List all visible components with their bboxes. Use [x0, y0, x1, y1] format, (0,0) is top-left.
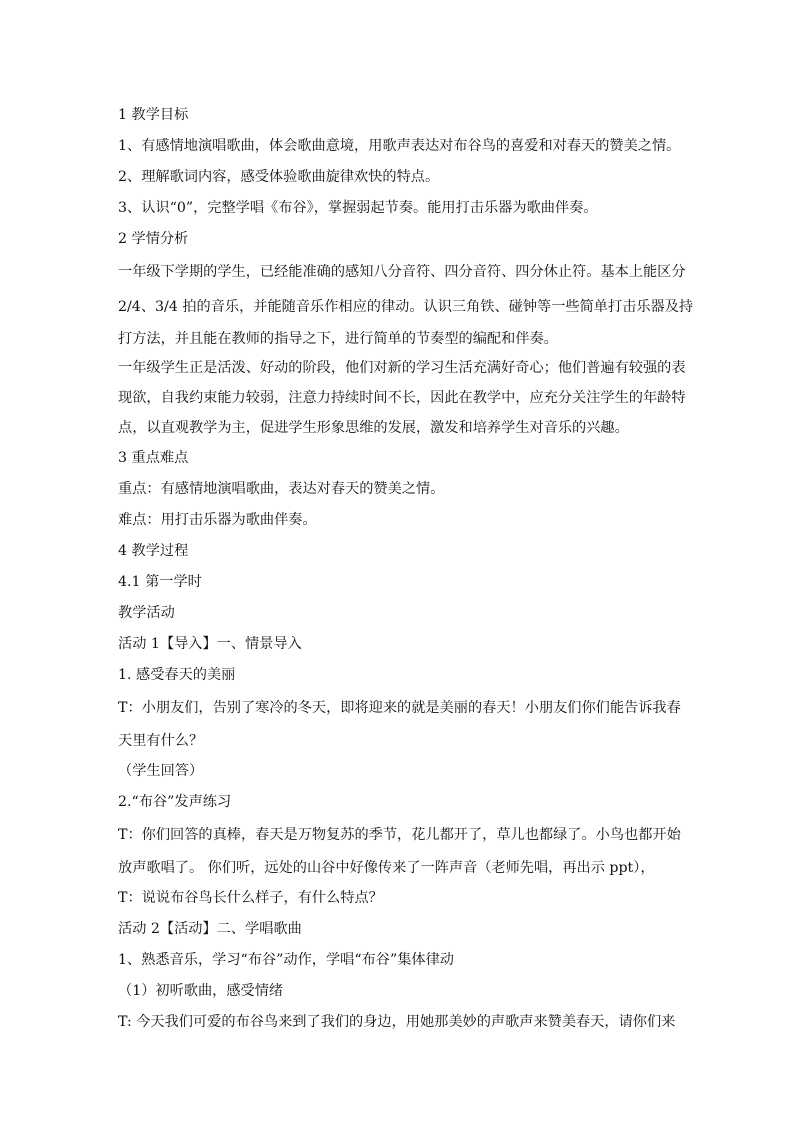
goal-item-2: 2、理解歌词内容，感受体验歌曲旋律欢快的特点。 — [118, 169, 440, 185]
section-heading-student-analysis: 2 学情分析 — [118, 231, 189, 247]
analysis-line-4: 一年级学生正是活泼、好动的阶段，他们对新的学习生活充满好奇心；他们普遍有较强的表 — [118, 360, 686, 376]
activity-1-step-2: 2.“布谷”发声练习 — [118, 794, 232, 810]
dialogue-line-1: T：小朋友们，告别了寒冷的冬天，即将迎来的就是美丽的春天！小朋友们你们能告诉我春 — [118, 700, 681, 716]
dialogue-line-3: T：你们回答的真棒，春天是万物复苏的季节，花儿都开了，草儿也都绿了。小鸟也都开始 — [118, 827, 681, 843]
goal-item-1: 1、有感情地演唱歌曲，体会歌曲意境，用歌声表达对布谷鸟的喜爱和对春天的赞美之情。 — [118, 138, 681, 154]
student-answer-note: （学生回答） — [118, 763, 204, 779]
activity-2-heading: 活动 2【活动】二、学唱歌曲 — [118, 921, 302, 937]
teaching-activities-label: 教学活动 — [118, 605, 175, 621]
subsection-first-lesson: 4.1 第一学时 — [118, 574, 202, 590]
activity-2-step-1: 1、熟悉音乐，学习“布谷”动作，学唱“布谷”集体律动 — [118, 952, 454, 968]
dialogue-line-6: T: 今天我们可爱的布谷鸟来到了我们的身边，用她那美妙的声歌声来赞美春天，请你们来 — [118, 1014, 676, 1030]
document-body — [118, 100, 694, 1038]
difficult-point: 难点：用打击乐器为歌曲伴奏。 — [118, 512, 317, 528]
activity-1-step-1: 1. 感受春天的美丽 — [118, 667, 236, 683]
activity-2-substep-1: （1）初听歌曲，感受情绪 — [118, 983, 284, 999]
goal-item-3: 3、认识“0”，完整学唱《布谷》，掌握弱起节奏。能用打击乐器为歌曲伴奏。 — [118, 200, 598, 216]
analysis-line-1: 一年级下学期的学生，已经能准确的感知八分音符、四分音符、四分休止符。基本上能区分 — [118, 264, 686, 280]
analysis-line-6: 点，以直观教学为主，促进学生形象思维的发展，激发和培养学生对音乐的兴趣。 — [118, 420, 629, 436]
dialogue-line-5: T：说说布谷鸟长什么样子，有什么特点？ — [118, 890, 383, 906]
activity-1-heading: 活动 1【导入】一、情景导入 — [118, 636, 302, 652]
dialogue-line-2: 天里有什么？ — [118, 733, 204, 749]
analysis-line-5: 现欲，自我约束能力较弱，注意力持续时间不长，因此在教学中，应充分关注学生的年龄特 — [118, 390, 686, 406]
section-heading-key-points: 3 重点难点 — [118, 450, 189, 466]
analysis-line-2: 2/4、3/4 拍的音乐，并能随音乐作相应的律动。认识三角铁、碰钟等一些简单打击乐器及持 — [118, 299, 694, 315]
analysis-line-3: 打方法，并且能在教师的指导之下，进行简单的节奏型的编配和伴奏。 — [118, 331, 558, 347]
section-heading-teaching-process: 4 教学过程 — [118, 543, 189, 559]
section-heading-teaching-goals: 1 教学目标 — [118, 107, 189, 123]
dialogue-line-4: 放声歌唱了。 你们听，远处的山谷中好像传来了一阵声音（老师先唱，再出示 ppt）， — [118, 860, 655, 876]
key-point: 重点：有感情地演唱歌曲，表达对春天的赞美之情。 — [118, 481, 445, 497]
